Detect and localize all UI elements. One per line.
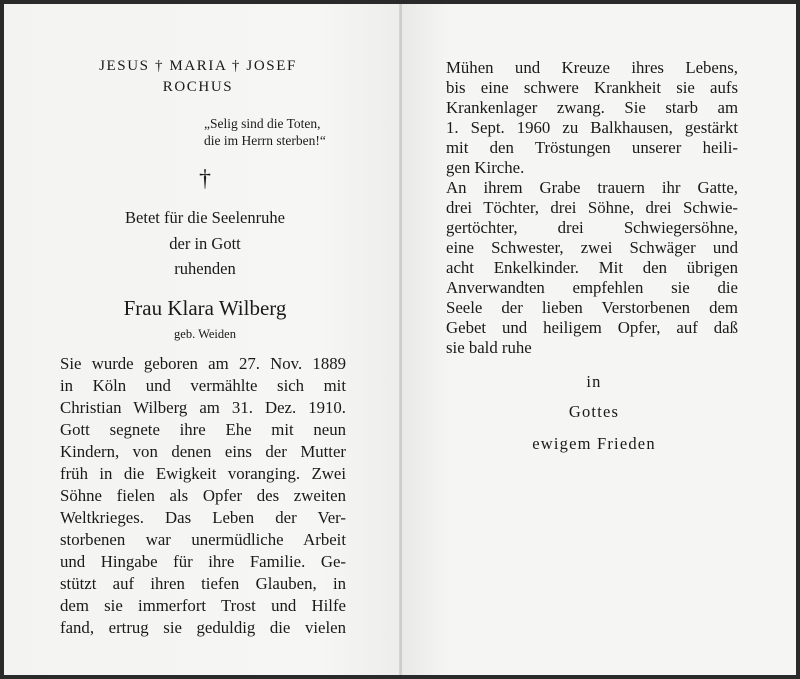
intro-line-3: ruhenden: [174, 259, 236, 278]
quote-line-1: „Selig sind die Toten,: [204, 116, 321, 131]
left-body-line: Sie wurde geboren am 27. Nov. 1889: [60, 354, 346, 373]
right-body-line: Gebet und heiligem Opfer, auf daß: [446, 318, 738, 337]
left-body-line: stützt auf ihren tiefen Glauben, in: [60, 574, 346, 593]
right-body-line: mit den Tröstungen unserer heili-: [446, 138, 738, 157]
heading-line-1: JESUS † MARIA † JOSEF: [99, 58, 297, 74]
right-body-line: Krankenlager zwang. Sie starb am: [446, 98, 738, 117]
left-body-line: Gott segnete ihre Ehe mit neun: [60, 420, 346, 439]
right-body-line: gen Kirche.: [446, 158, 525, 177]
right-body-line: bis eine schwere Krankheit sie aufs: [446, 78, 738, 97]
right-body-line: drei Töchter, drei Söhne, drei Schwie-: [446, 198, 738, 217]
closing-line-1: in: [586, 372, 602, 391]
deceased-name: Frau Klara Wilberg: [123, 296, 287, 320]
right-body-line: Seele der lieben Verstorbenen dem: [446, 298, 738, 317]
quote-line-2: die im Herrn sterben!“: [204, 133, 326, 148]
right-body-line: 1. Sept. 1960 zu Balkhausen, gestärkt: [446, 118, 738, 137]
left-body-line: Weltkrieges. Das Leben der Ver-: [60, 508, 346, 527]
right-body-line: An ihrem Grabe trauern ihr Gatte,: [446, 178, 738, 197]
left-body-line: storbenen war unermüdliche Arbeit: [60, 530, 346, 549]
heading-line-2: ROCHUS: [162, 79, 234, 95]
left-body-line: Christian Wilberg am 31. Dez. 1910.: [60, 398, 346, 417]
right-body-line: Anverwandten empfehlen sie die: [446, 278, 738, 297]
closing-line-2: Gottes: [568, 402, 620, 421]
left-body-line: in Köln und vermählte sich mit: [60, 376, 346, 395]
cross-symbol: †: [199, 166, 211, 192]
right-body-line: sie bald ruhe: [446, 338, 532, 357]
left-body-line: dem sie immerfort Trost und Hilfe: [60, 596, 346, 615]
right-body-line: acht Enkelkinder. Mit den übrigen: [446, 258, 738, 277]
left-body-line: Söhne fielen als Opfer des zweiten: [60, 486, 346, 505]
intro-line-1: Betet für die Seelenruhe: [125, 208, 285, 227]
right-body-line: Mühen und Kreuze ihres Lebens,: [446, 58, 738, 77]
closing-line-3: ewigem Frieden: [532, 434, 656, 453]
right-body-line: eine Schwester, zwei Schwäger und: [446, 238, 738, 257]
left-body-line: Kindern, von denen eins der Mutter: [60, 442, 346, 461]
left-body-line: früh in die Ewigkeit voranging. Zwei: [60, 464, 346, 483]
intro-line-2: der in Gott: [169, 234, 241, 253]
left-body-line: und Hingabe für ihre Familie. Ge-: [60, 552, 346, 571]
maiden-name: geb. Weiden: [174, 327, 236, 341]
left-body-line: fand, ertrug sie geduldig die vielen: [60, 618, 346, 637]
right-body-line: gertöchter, drei Schwiegersöhne,: [446, 218, 738, 237]
